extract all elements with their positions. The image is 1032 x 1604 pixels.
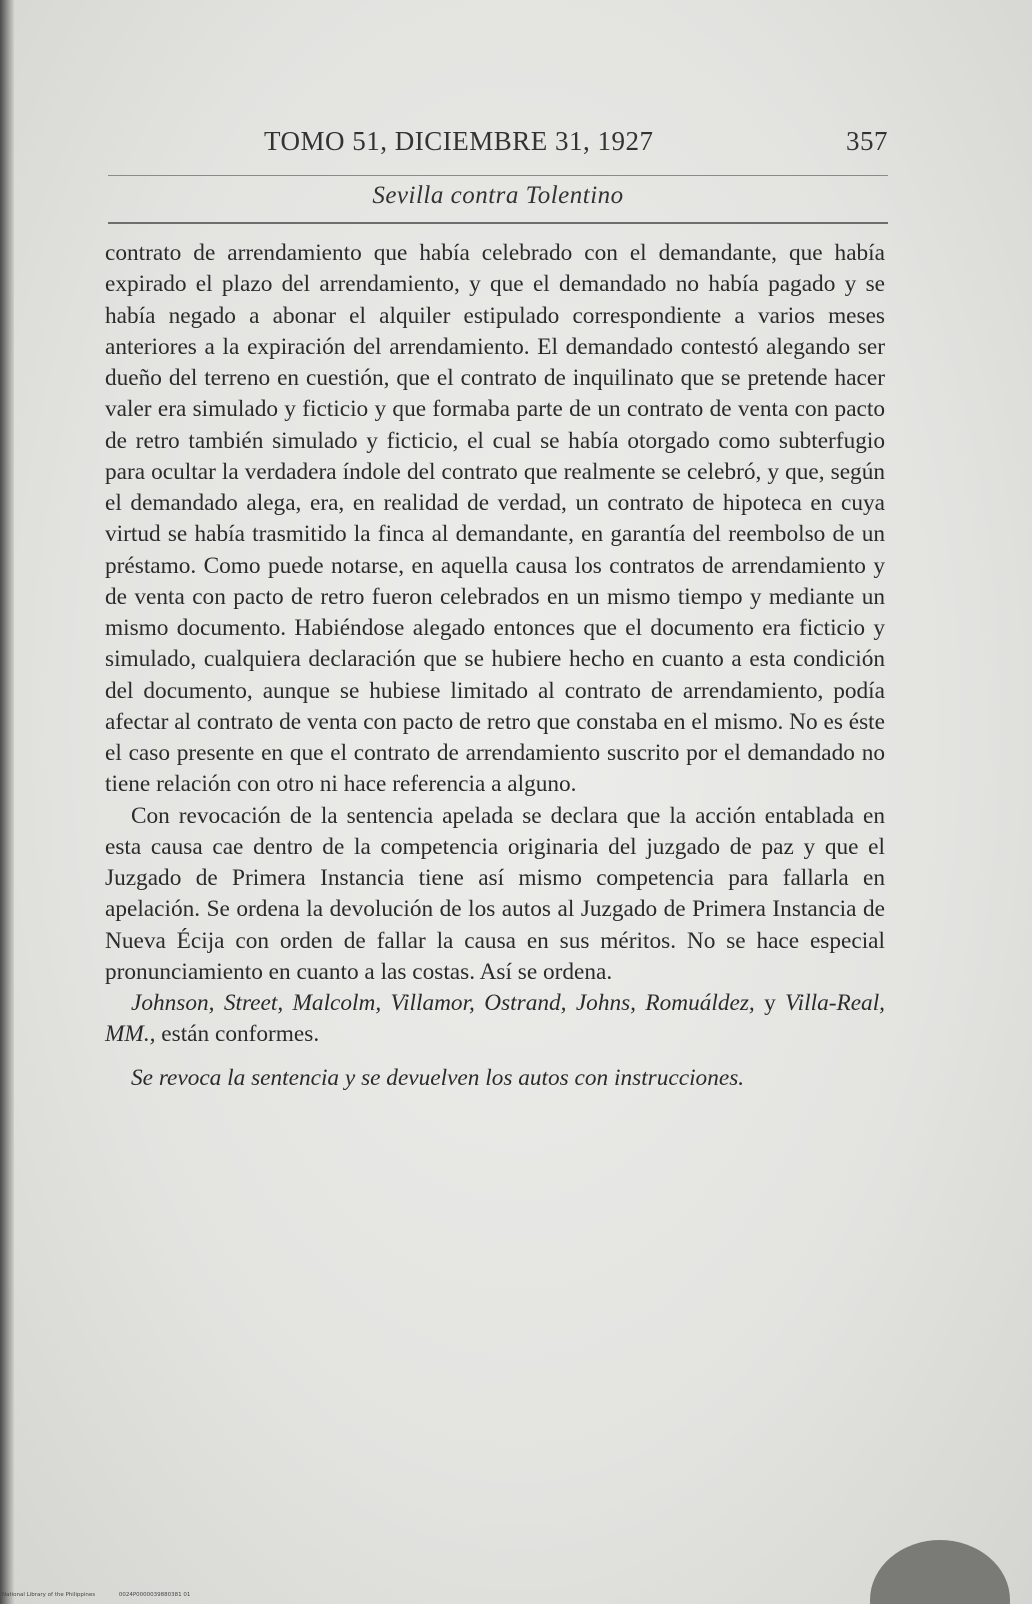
scan-identifier: 0024P0000039880381 01 bbox=[118, 1592, 191, 1598]
running-header bbox=[108, 126, 888, 166]
paragraph-continued: contrato de arrendamiento que había celebrado con el demandante, que había expirado el plazo del arrendamiento, y que el demandado no había pagado y se había negado a abonar el alquiler estipulado correspondiente a varios meses anteriores a la expiración del arrendamiento. El demandado contestó alegando ser dueño del terreno en cuestión, que el contrato de inquilinato que se pretende hacer valer era simulado y ficticio y que formaba parte de un contrato de venta con pacto de retro también simulado y ficticio, el cual se había otorgado como subterfugio para ocultar la verdadera índole del contrato que realmente se celebró, y que, según el demandado alega, era, en realidad de verdad, un contrato de hipoteca en cuya virtud se había trasmitido la finca al demandante, en garantía del reembolso de un préstamo. Como puede notarse, en aquella causa los contratos de arrendamiento y de venta con pacto de retro fueron celebrados en un mismo tiempo y mediante un mismo documento. Habiéndose alegado entonces que el documento era ficticio y simulado, cualquiera declaración que se hubiere hecho en cuanto a esta condición del documento, aunque se hubiese limitado al contrato de arrendamiento, podía afectar al contrato de venta con pacto de retro que constaba en el mismo. No es éste el caso presente en que el contrato de arrendamiento suscrito por el demandado no tiene relación con otro ni hace referencia a alguno. bbox=[105, 240, 885, 798]
header-rule-bottom bbox=[108, 222, 888, 224]
volume-date-title: TOMO 51, DICIEMBRE 31, 1927 bbox=[264, 126, 654, 156]
concurrence-line bbox=[105, 988, 885, 1051]
case-title: Sevilla contra Tolentino bbox=[372, 182, 624, 209]
page-number: 357 bbox=[846, 126, 888, 156]
concurrence-tail: están conformes. bbox=[161, 1021, 320, 1048]
header-rule-top bbox=[108, 175, 888, 176]
concurring-justices: Johnson, Street, Malcolm, Villamor, Ostrand, Johns, Romuáldez, bbox=[131, 990, 755, 1016]
library-credit: National Library of the Philippines bbox=[2, 1592, 96, 1598]
scan-footer bbox=[2, 1592, 212, 1598]
book-spine-shadow bbox=[0, 0, 14, 1604]
disposition: Se revoca la sentencia y se devuelven los autos con instrucciones. bbox=[131, 1064, 745, 1091]
paragraph-ruling: Con revocación de la sentencia apelada se declara que la acción entablada en esta causa cae dentro de la competencia originaria del juzgado de paz y que el Juzgado de Primera Instancia tiene así mismo competencia para fallarla en apelación. Se ordena la devolución de los autos al Juzgado de Primera Instancia de Nueva Écija con orden de fallar la causa en sus méritos. No se hace especial pronunciamiento en cuanto a las costas. Así se ordena. bbox=[105, 802, 885, 985]
concurring-justice-last: Villa-Real, MM., bbox=[105, 990, 885, 1048]
body-text bbox=[105, 238, 885, 1094]
page-corner-shadow bbox=[870, 1540, 1010, 1604]
concurrence-conjunction: y bbox=[764, 990, 776, 1016]
